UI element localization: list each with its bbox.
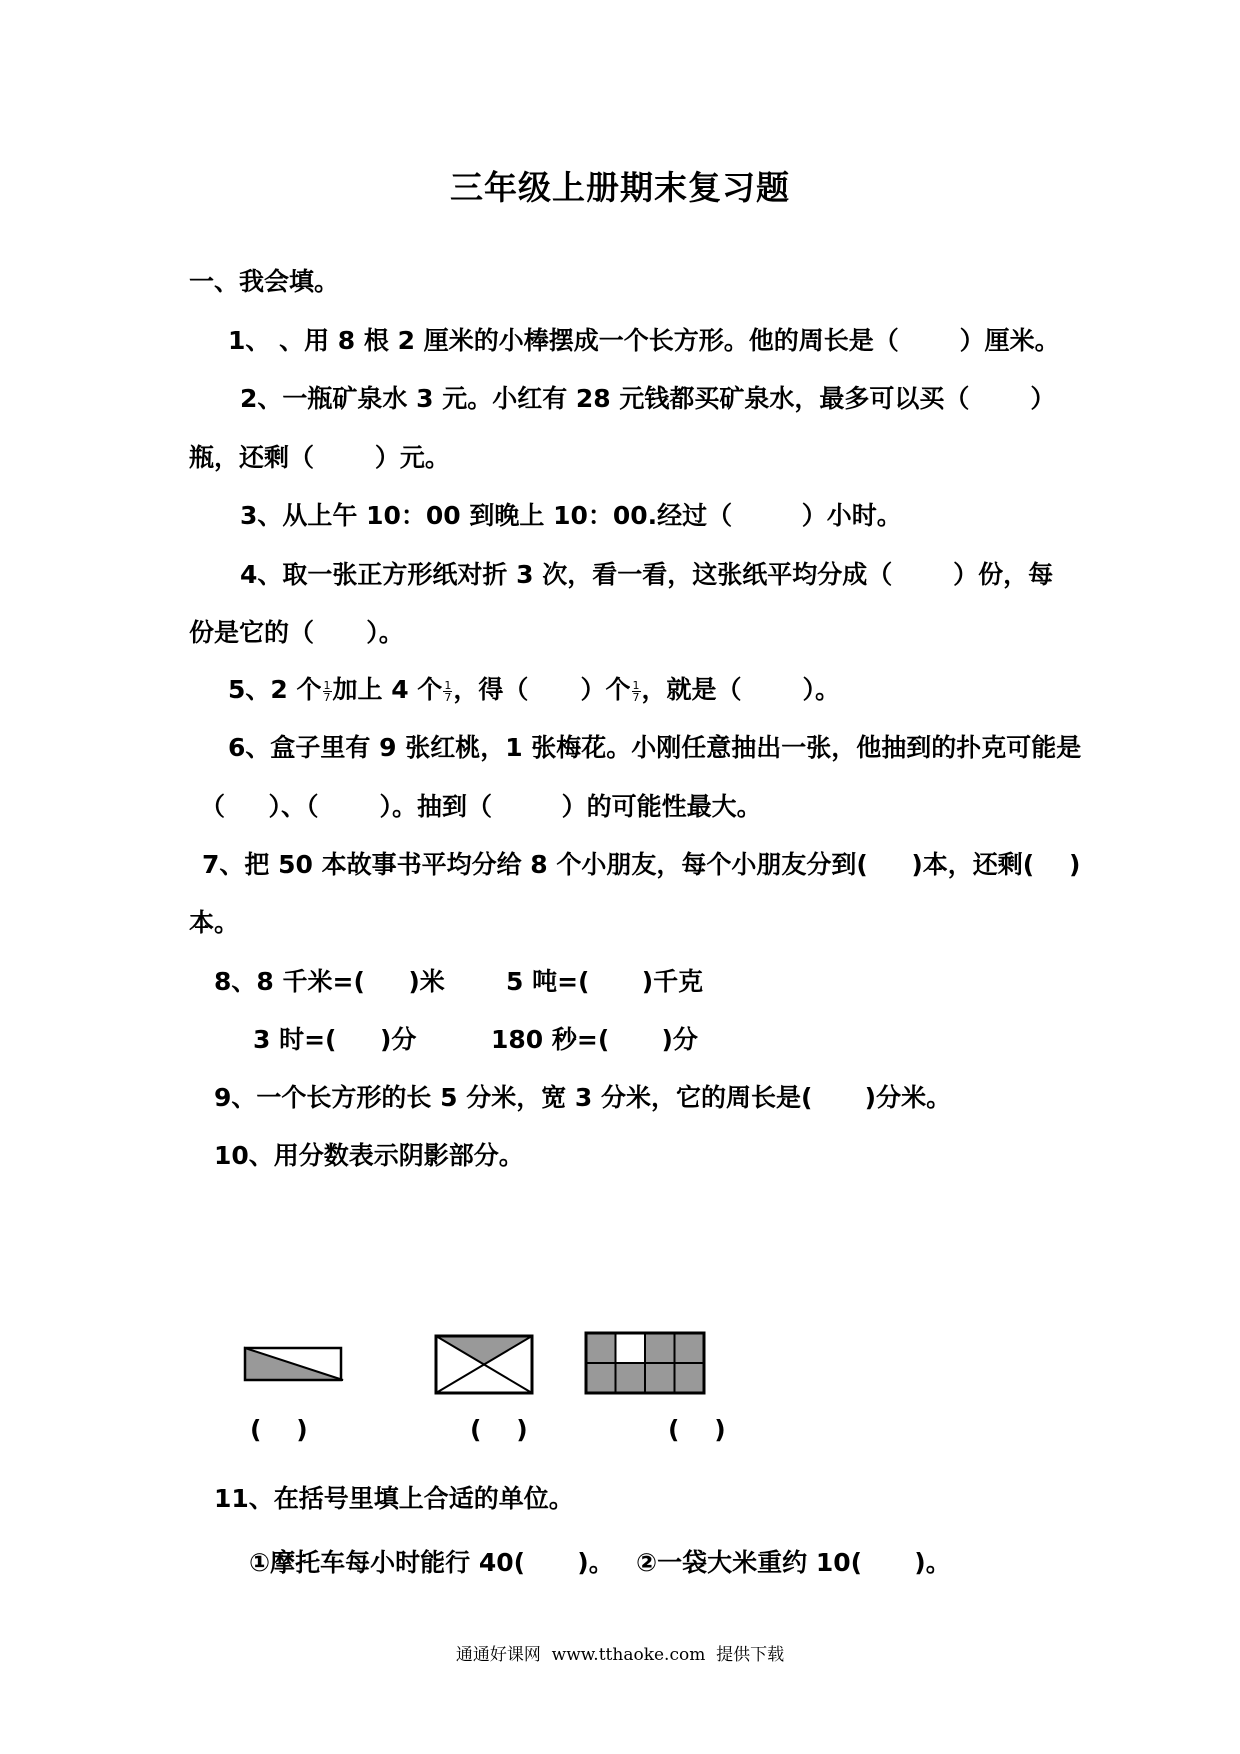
- question-8-d: 180 秒=( )分: [491, 1025, 698, 1054]
- fraction-denominator: 7: [632, 690, 640, 704]
- question-10: 10、用分数表示阴影部分。: [214, 1141, 524, 1170]
- question-6-line-2: （ ）、（ ）。抽到（ ）的可能性最大。: [200, 792, 762, 821]
- section-heading: 一、我会填。: [189, 267, 340, 296]
- grid-unshaded-cell: [616, 1333, 646, 1363]
- question-7-line-1: 7、把 50 本故事书平均分给 8 个小朋友，每个小朋友分到( )本，还剩( ): [202, 850, 1081, 879]
- answer-blank-2: ( ): [470, 1415, 528, 1444]
- question-2-line-1: 2、一瓶矿泉水 3 元。小红有 28 元钱都买矿泉水，最多可以买（ ）: [240, 384, 1056, 413]
- q5-mid-1: 加上 4 个: [332, 675, 443, 704]
- question-2-line-2: 瓶，还剩（ ）元。: [189, 443, 450, 472]
- shaded-triangle: [245, 1348, 343, 1380]
- q5-prefix: 5、2 个: [228, 675, 322, 704]
- question-11: 11、在括号里填上合适的单位。: [214, 1484, 574, 1513]
- fraction-numerator: 1: [323, 678, 331, 692]
- question-8-b: 5 吨=( )千克: [506, 967, 704, 996]
- answer-blank-1: ( ): [250, 1415, 308, 1444]
- fraction-one-seventh: [323, 680, 332, 703]
- fraction-numerator: 1: [632, 678, 640, 692]
- q5-mid-2: ，得（ ）个: [453, 675, 631, 704]
- answer-blank-3: ( ): [668, 1415, 726, 1444]
- question-4-line-1: 4、取一张正方形纸对折 3 次，看一看，这张纸平均分成（ ）份，每: [240, 560, 1054, 589]
- question-1: 1、 、用 8 根 2 厘米的小棒摆成一个长方形。他的周长是（ ）厘米。: [228, 326, 1060, 355]
- question-9: 9、一个长方形的长 5 分米，宽 3 分米，它的周长是( )分米。: [214, 1083, 952, 1112]
- figure-shaded-grid: [584, 1331, 706, 1395]
- question-3: 3、从上午 10：00 到晚上 10：00.经过（ ）小时。: [240, 501, 902, 530]
- fraction-denominator: 7: [444, 690, 452, 704]
- question-5: [228, 673, 840, 707]
- question-11-b: ②一袋大米重约 10( )。: [636, 1548, 951, 1577]
- fraction-one-seventh: [632, 680, 641, 703]
- question-8-c: 3 时=( )分: [253, 1025, 417, 1054]
- fraction-numerator: 1: [444, 678, 452, 692]
- page-title: 三年级上册期末复习题: [450, 168, 790, 207]
- figure-shaded-triangle: [243, 1346, 345, 1384]
- question-8-a: 8、8 千米=( )米: [214, 967, 445, 996]
- q5-suffix: ，就是（ ）。: [641, 675, 840, 704]
- question-11-a: ①摩托车每小时能行 40( )。: [249, 1548, 614, 1577]
- footer-watermark: 通通好课网 www.tthaoke.com 提供下载: [455, 1645, 785, 1665]
- fraction-denominator: 7: [323, 690, 331, 704]
- figure-crossed-rectangle: [433, 1333, 535, 1396]
- question-7-line-2: 本。: [189, 908, 240, 937]
- shaded-top-triangle: [436, 1336, 532, 1364]
- question-4-line-2: 份是它的（ ）。: [189, 618, 404, 647]
- fraction-one-seventh: [443, 680, 452, 703]
- question-6-line-1: 6、盒子里有 9 张红桃，1 张梅花。小刚任意抽出一张，他抽到的扑克可能是: [228, 733, 1082, 762]
